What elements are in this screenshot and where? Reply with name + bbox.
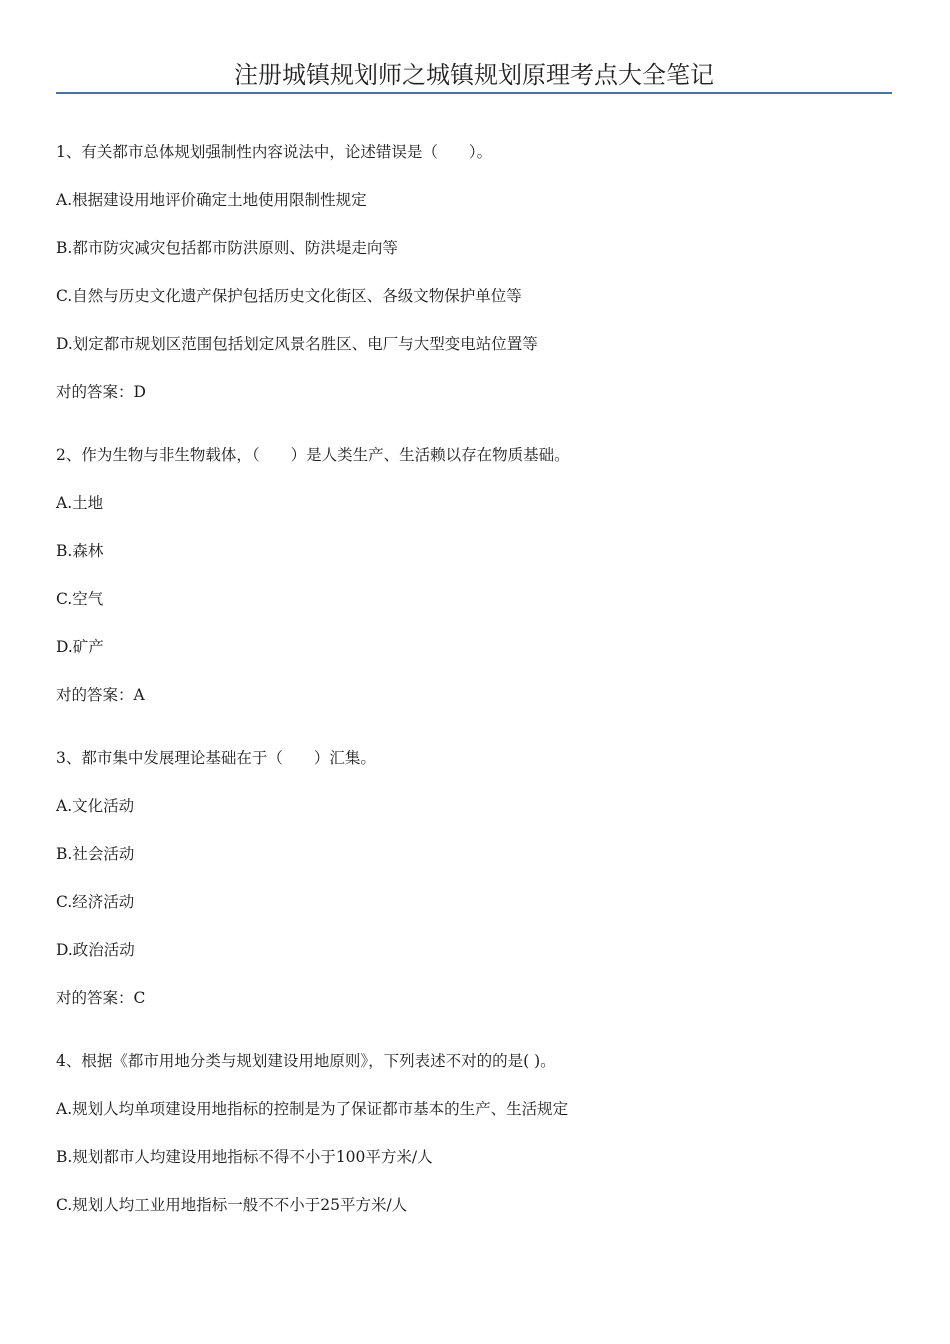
page-title: 注册城镇规划师之城镇规划原理考点大全笔记 [234, 61, 714, 89]
option-a: A.土地 [56, 494, 104, 512]
question-4 [56, 1045, 892, 1221]
question-spacer [56, 727, 892, 742]
option-a: A.文化活动 [56, 797, 135, 815]
option-a: A.根据建设用地评价确定土地使用限制性规定 [56, 191, 367, 209]
option-c: C.自然与历史文化遗产保护包括历史文化街区、各级文物保护单位等 [56, 287, 522, 305]
option-d: D.政治活动 [56, 941, 135, 959]
option-b: B.规划都市人均建设用地指标不得不小于100平方米/人 [56, 1148, 433, 1166]
option-d: D.矿产 [56, 638, 104, 656]
question-stem: 2、作为生物与非生物载体，（ ）是人类生产、生活赖以存在物质基础。 [56, 446, 570, 464]
option-c: C.空气 [56, 590, 104, 608]
question-spacer [56, 424, 892, 439]
header-divider [56, 92, 892, 94]
option-a: A.规划人均单项建设用地指标的控制是为了保证都市基本的生产、生活规定 [56, 1100, 569, 1118]
option-b: B.都市防灾减灾包括都市防洪原则、防洪堤走向等 [56, 239, 398, 257]
option-c: C.规划人均工业用地指标一般不不小于25平方米/人 [56, 1196, 408, 1214]
option-b: B.森林 [56, 542, 104, 560]
question-stem: 1、有关都市总体规划强制性内容说法中，论述错误是（ ）。 [56, 143, 493, 161]
option-d: D.划定都市规划区范围包括划定风景名胜区、电厂与大型变电站位置等 [56, 335, 538, 353]
question-spacer [56, 1030, 892, 1045]
question-1 [56, 136, 892, 408]
question-stem: 4、根据《都市用地分类与规划建设用地原则》，下列表述不对的的是( )。 [56, 1052, 556, 1070]
option-b: B.社会活动 [56, 845, 135, 863]
answer: 对的答案：C [56, 989, 146, 1007]
question-3 [56, 742, 892, 1014]
question-stem: 3、都市集中发展理论基础在于（ ）汇集。 [56, 749, 376, 767]
question-2 [56, 439, 892, 711]
answer: 对的答案：D [56, 383, 146, 401]
answer: 对的答案：A [56, 686, 145, 704]
option-c: C.经济活动 [56, 893, 135, 911]
question-list [56, 136, 892, 1237]
